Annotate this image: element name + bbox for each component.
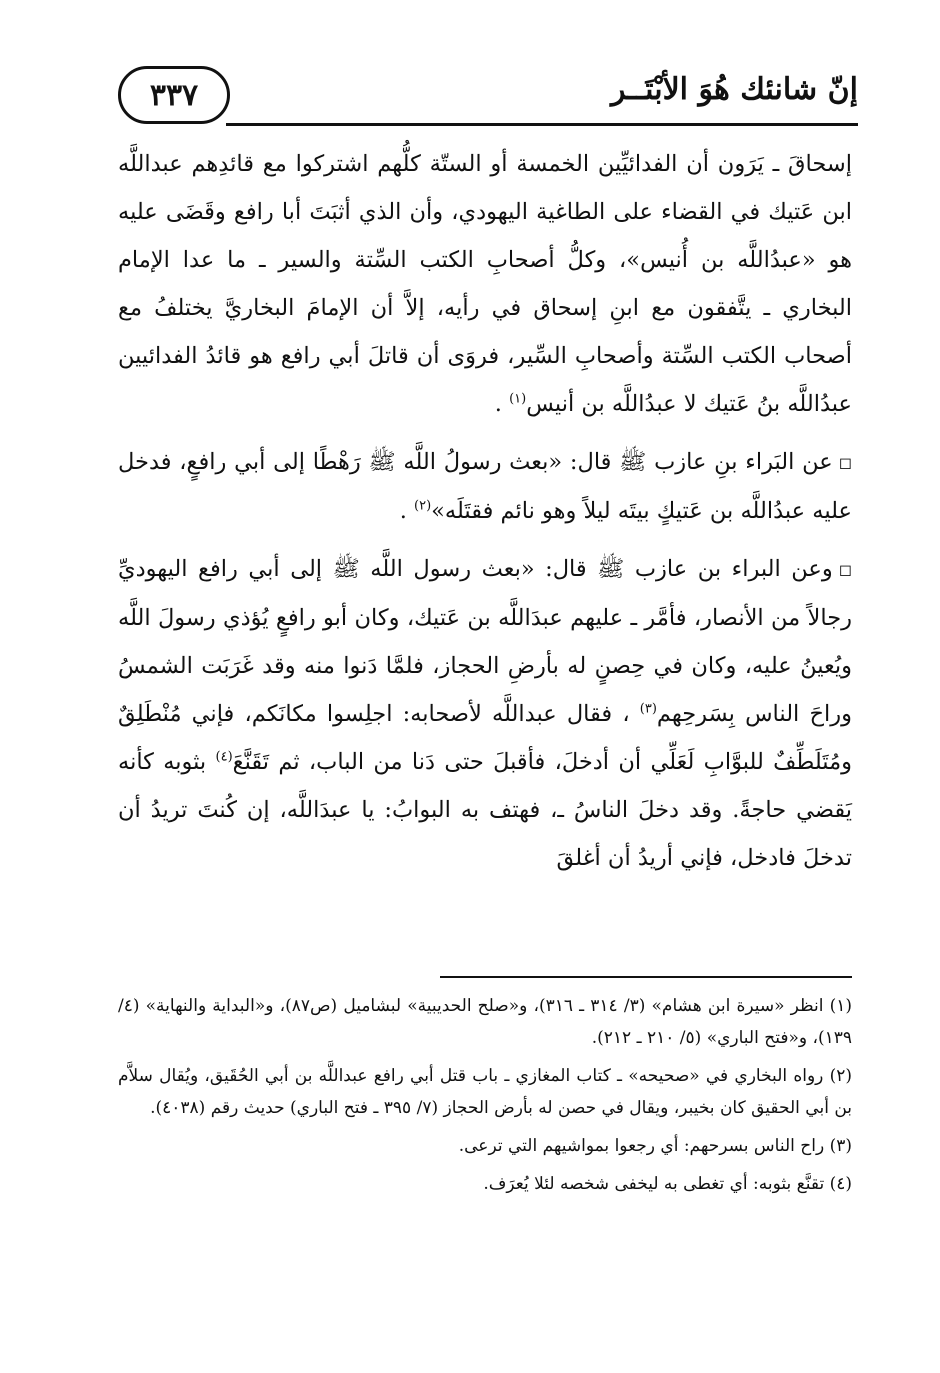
page-number: ٣٣٧ xyxy=(149,77,199,113)
page-header xyxy=(118,66,858,128)
paragraph-3-text-a: وعن البراء بن عازب ﷺ قال: «بعث رسول اللَّه ﷺ إلى أبي رافع اليهوديِّ رجالاً من الأنصار، فأمَّر ـ عليهم عبدَاللَّه بن عَتيك، وكان أبو رافعٍ يُؤذي رسولَ اللَّه ويُعينُ عليه، وكان في حِصنٍ له بأرضِ الحجاز، فلمَّا دَنوا منه وقد غَرَبَت الشمسُ وراحَ الناس بِسَرحِهم xyxy=(118,556,852,727)
paragraph-2 xyxy=(118,438,852,535)
period: . xyxy=(399,498,407,524)
paragraph-3-text-b: ، فقال عبداللَّه لأصحابه: اجلِسوا مكانَكم، فإني مُنْطَلِقٌ ومُتَلَطِّفٌ للبوَّابِ لَعَلِّي أن أدخلَ، فأقبلَ حتى دَنا من الباب، ثم تَقَنَّعَ xyxy=(118,701,853,775)
footnote-2: (٢) رواه البخاري في «صحيحه» ـ كتاب المغازي ـ باب قتل أبي رافع عبداللَّه بن أبي الحُقَيق، ويُقال سلاَّم بن أبي الحقيق كان بخيبر، ويقال في حصن له بأرض الحجاز (٧/ ٣٩٥ ـ فتح الباري) حديث رقم (٤٠٣٨). xyxy=(118,1066,852,1118)
box-bullet-icon: ◻ xyxy=(838,453,852,472)
footnote-separator xyxy=(440,976,852,978)
footnotes xyxy=(118,990,852,1206)
footnote-1: (١) انظر «سيرة ابن هشام» (٣/ ٣١٤ ـ ٣١٦)، و«صلح الحديبية» لبشاميل (ص٨٧)، و«البداية والنهاية» (٤/ ١٣٩)، و«فتح الباري» (٥/ ٢١٠ ـ ٢١٢). xyxy=(118,996,852,1048)
footnote-ref-2[interactable]: (٢) xyxy=(414,498,432,514)
main-text xyxy=(118,140,852,882)
paragraph-3 xyxy=(118,545,852,882)
paragraph-2-text: عن البَراء بنِ عازب ﷺ قال: «بعث رسولُ اللَّه ﷺ رَهْطًا إلى أبي رافعٍ، فدخل عليه عبدُاللَّه بن عَتيكٍ بيتَه ليلاً وهو نائم فقتَلَه» xyxy=(118,449,852,524)
period: . xyxy=(494,391,502,417)
box-bullet-icon: ◻ xyxy=(838,560,852,579)
footnote-4: (٤) تقنَّع بثوبه: أي تغطى به ليخفى شخصه لئلا يُعرَف. xyxy=(483,1174,852,1194)
paragraph-1 xyxy=(118,140,852,428)
paragraph-3-text-c: بثوبه كأنه يَقضي حاجةً. وقد دخلَ الناسُ ـ، فهتف به البوابُ: يا عبدَاللَّه، إن كُنتَ تريدُ أن تدخلَ فادخل، فإني أريدُ أن أغلقَ xyxy=(118,749,852,871)
running-title: إنّ شانئك هُوَ الأبْتَــر xyxy=(611,72,858,107)
footnote-ref-3[interactable]: (٣) xyxy=(639,701,657,717)
paragraph-1-text: إسحاقَ ـ يَرَون أن الفدائيِّين الخمسة أو الستّة كلُّهم اشتركوا مع قائدِهم عبداللَّه ابن عَتيك في القضاء على الطاغية اليهودي، وأن الذي أثبَتَ أبا رافع وقَضَى عليه هو «عبدُاللَّه بن أُنيس»، وكلُّ أصحابِ الكتب السِّتة والسير ـ ما عدا الإمام البخاري ـ يتَّفقون مع ابنِ إسحاق في رأيه، إلاَّ أن الإمامَ البخاريَّ يختلفُ مع أصحاب الكتب السِّتة وأصحابِ السِّير، فروَى أن قاتلَ أبي رافع هو قائدُ الفدائيين عبدُاللَّه بنُ عَتيك لا عبدُاللَّه بن أنيس xyxy=(118,151,852,417)
header-rule xyxy=(226,123,858,126)
footnote-ref-4[interactable]: (٤) xyxy=(215,749,233,765)
page-number-badge xyxy=(118,66,230,124)
footnote-3: (٣) راح الناس بسرحهم: أي رجعوا بمواشيهم التي ترعى. xyxy=(458,1136,852,1156)
footnote-ref-1[interactable]: (١) xyxy=(509,391,527,407)
